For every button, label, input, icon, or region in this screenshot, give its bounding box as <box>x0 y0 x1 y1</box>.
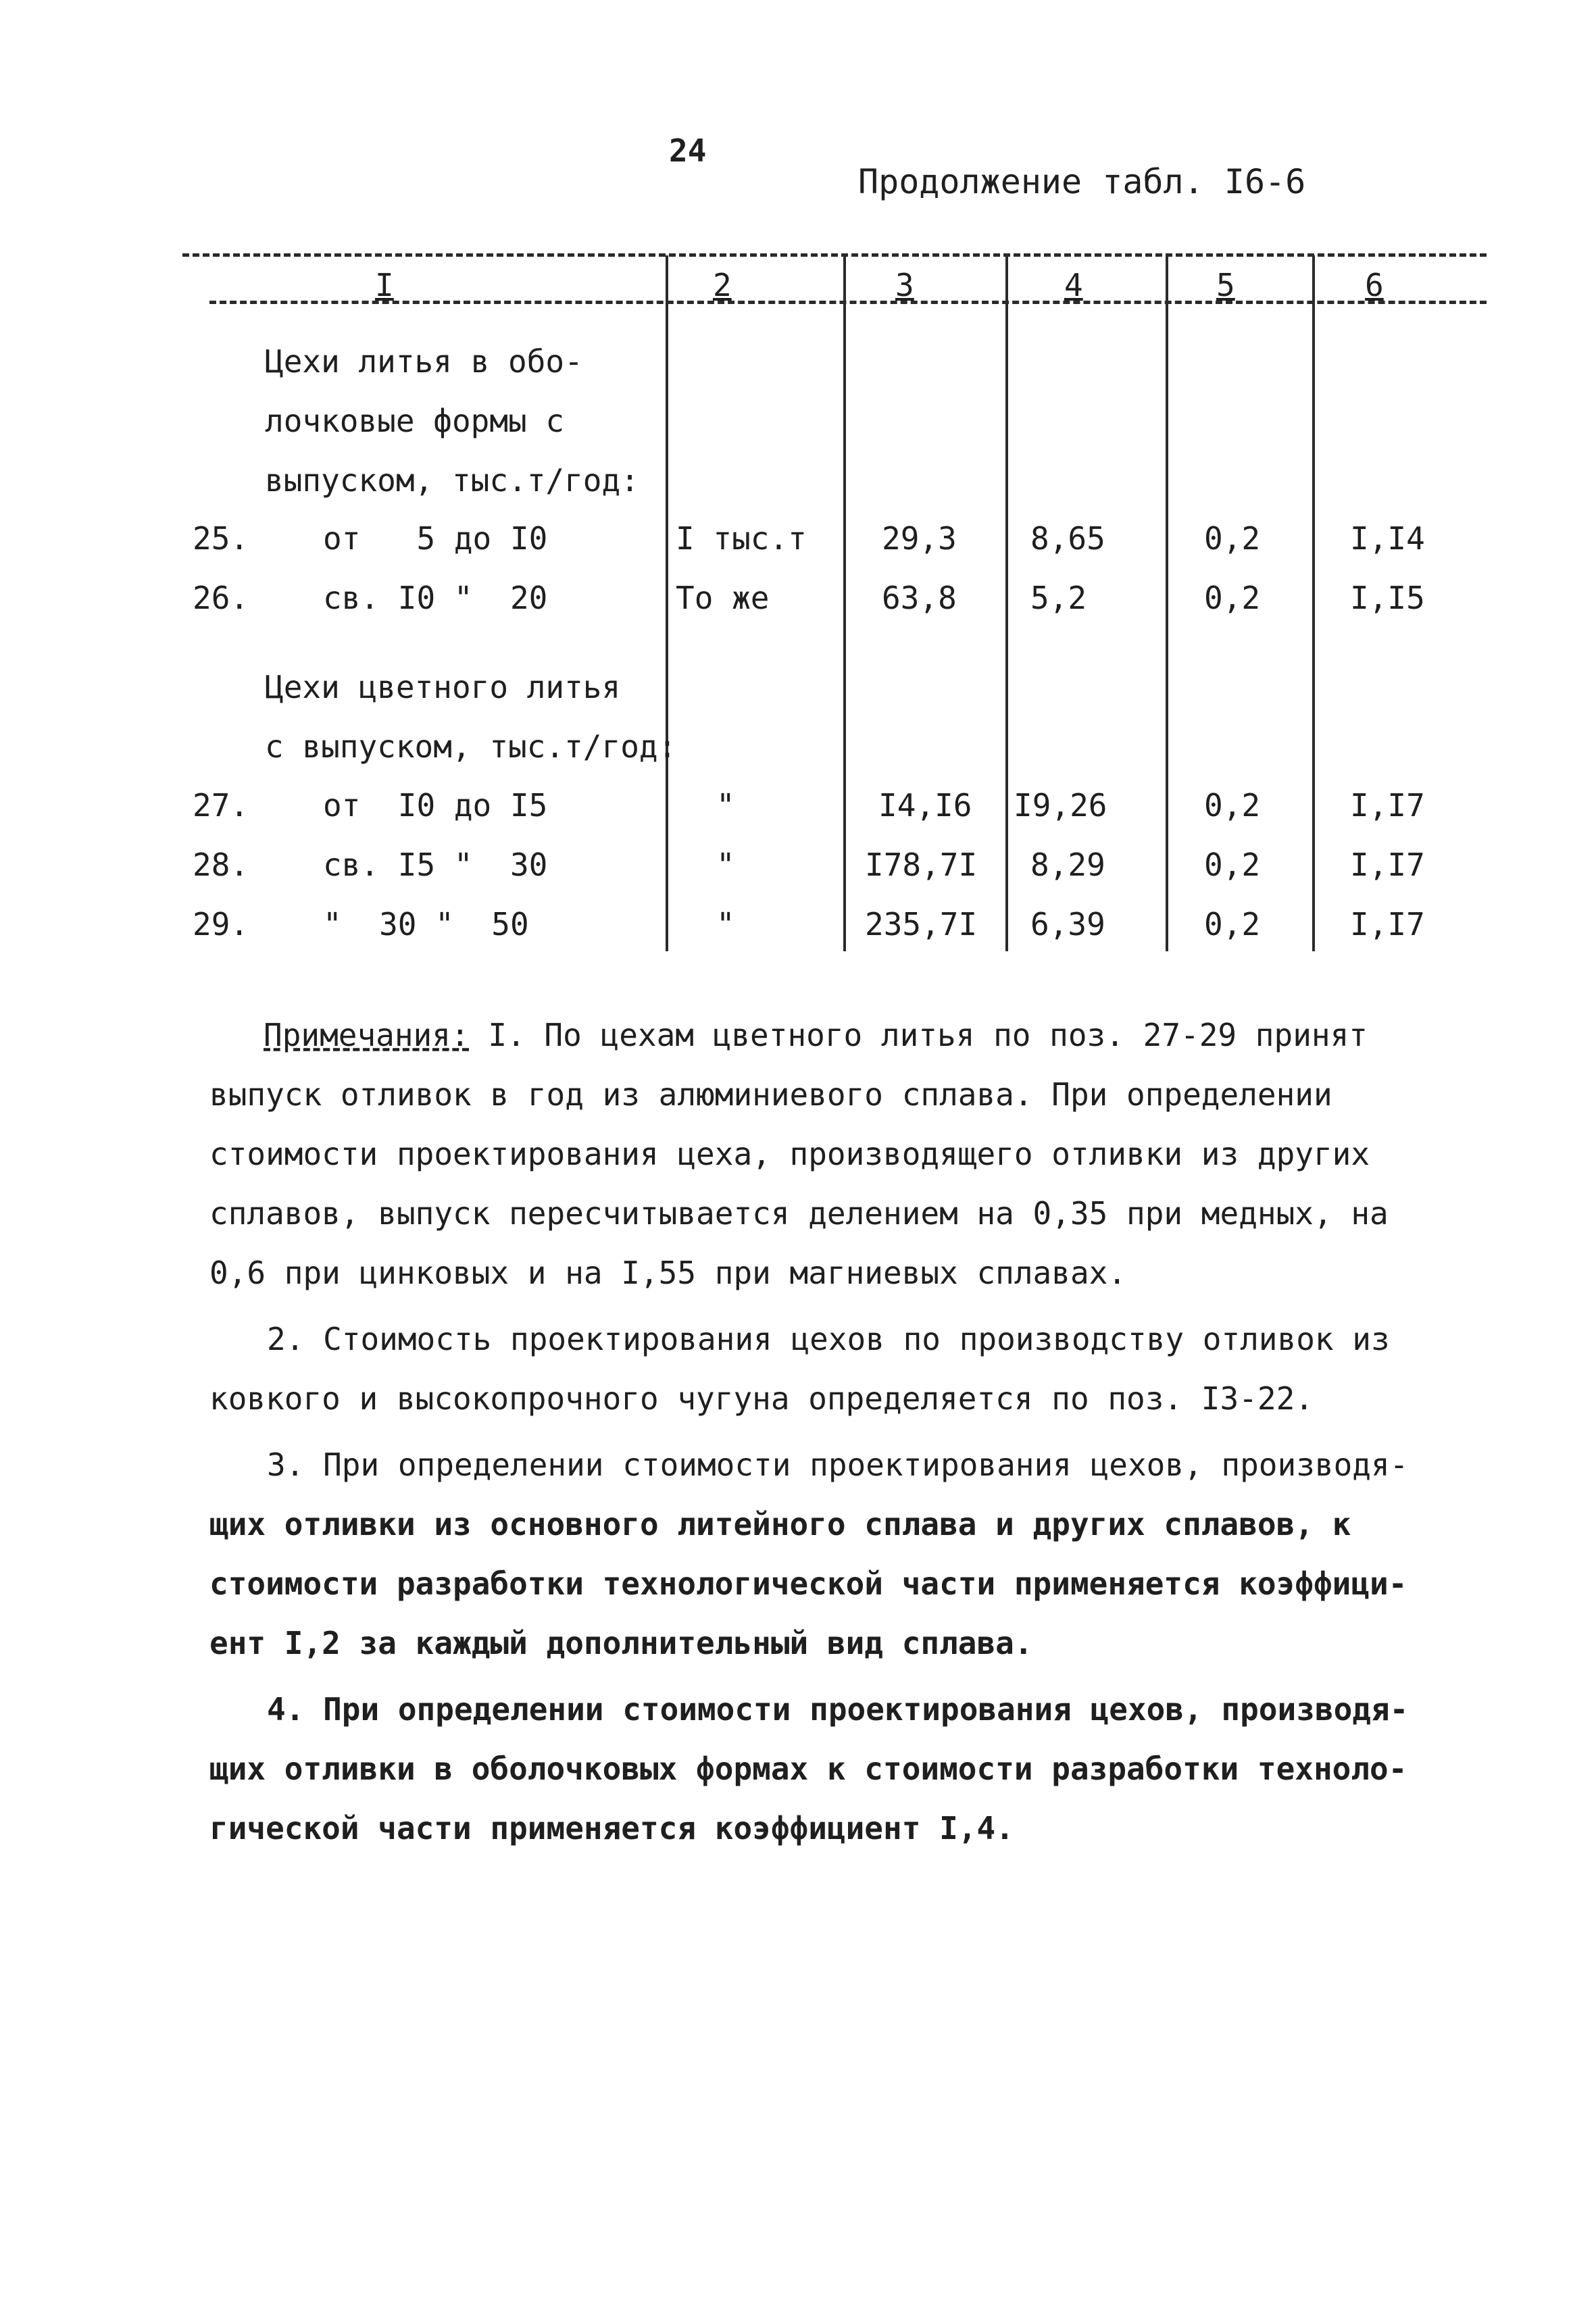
table-top-rule <box>182 253 1487 257</box>
group-title-line: выпуском, тыс.т/год: <box>265 462 639 499</box>
column-header: 4 <box>1064 267 1083 303</box>
column-header: 3 <box>895 267 914 303</box>
notes-line: ковкого и высокопрочного чугуна определяется по поз. I3-22. <box>209 1380 1314 1417</box>
page-number: 24 <box>669 132 707 169</box>
table-continuation-label: Продолжение табл. I6-6 <box>858 162 1306 201</box>
column-divider <box>1005 255 1008 951</box>
table-header-rule <box>209 301 1487 304</box>
notes-line: ент I,2 за каждый дополнительный вид сплава. <box>209 1625 1033 1661</box>
notes-line: 2. Стоимость проектирования цехов по производству отливок из <box>267 1321 1390 1357</box>
cell-col4: 8,29 <box>1030 847 1105 883</box>
group-title-line: Цехи литья в обо- <box>265 343 583 380</box>
notes-line: 3. При определении стоимости проектирования цехов, производя- <box>267 1447 1409 1483</box>
cell-col6: I,I4 <box>1350 520 1425 557</box>
row-name: от I0 до I5 <box>323 787 548 824</box>
notes-line: гической части применяется коэффициент I,4. <box>209 1810 1014 1846</box>
notes-line: стоимости разработки технологической части применяется коэффици- <box>209 1565 1407 1602</box>
cell-col5: 0,2 <box>1204 906 1261 942</box>
notes-line: выпуск отливок в год из алюминиевого сплава. При определении <box>209 1076 1332 1113</box>
row-name: св. I0 " 20 <box>323 580 548 616</box>
column-divider <box>843 255 846 951</box>
group-title-line: лочковые формы с <box>265 403 565 439</box>
row-name: от 5 до I0 <box>323 520 548 557</box>
cell-col5: 0,2 <box>1204 847 1261 883</box>
cell-col5: 0,2 <box>1204 580 1261 616</box>
notes-line: 4. При определении стоимости проектирования цехов, производя- <box>267 1691 1409 1728</box>
cell-col3: 29,3 <box>882 520 957 557</box>
cell-col3: 235,7I <box>865 906 978 942</box>
row-name: " 30 " 50 <box>323 906 529 942</box>
row-number: 27. <box>193 787 249 824</box>
column-header: 5 <box>1216 267 1235 303</box>
cell-col4: I9,26 <box>1014 787 1107 824</box>
cell-col3: 63,8 <box>882 580 957 616</box>
notes-line: стоимости проектирования цеха, производящего отливки из других <box>209 1136 1370 1172</box>
notes-line <box>264 1017 1368 1053</box>
column-divider <box>1312 255 1315 951</box>
notes-text: I. По цехам цветного литья по поз. 27-29 принят <box>469 1017 1368 1053</box>
column-divider <box>666 255 668 951</box>
group-title-line: Цехи цветного литья <box>265 669 621 705</box>
row-name: св. I5 " 30 <box>323 847 548 883</box>
row-number: 26. <box>193 580 249 616</box>
notes-label: Примечания: <box>264 1017 470 1053</box>
row-number: 29. <box>193 906 249 942</box>
cell-col4: 5,2 <box>1030 580 1087 616</box>
cell-col6: I,I7 <box>1350 787 1425 824</box>
cell-col5: 0,2 <box>1204 520 1261 557</box>
cell-unit: I тыс.т <box>676 520 807 557</box>
notes-line: щих отливки в оболочковых формах к стоимости разработки техноло- <box>209 1751 1407 1787</box>
cell-col6: I,I7 <box>1350 847 1425 883</box>
group-title-line: с выпуском, тыс.т/год: <box>265 728 677 765</box>
cell-unit: " <box>716 787 735 824</box>
column-header: I <box>375 267 394 303</box>
cell-unit: " <box>716 906 735 942</box>
cell-col4: 6,39 <box>1030 906 1105 942</box>
notes-line: сплавов, выпуск пересчитывается делением на 0,35 при медных, на <box>209 1195 1389 1232</box>
cell-col5: 0,2 <box>1204 787 1261 824</box>
cell-col6: I,I7 <box>1350 906 1425 942</box>
cell-col3: I4,I6 <box>878 787 972 824</box>
notes-line: 0,6 при цинковых и на I,55 при магниевых сплавах. <box>209 1255 1127 1291</box>
column-header: 2 <box>713 267 732 303</box>
row-number: 28. <box>193 847 249 883</box>
cell-col4: 8,65 <box>1030 520 1105 557</box>
column-divider <box>1166 255 1168 951</box>
notes-line: щих отливки из основного литейного сплава и других сплавов, к <box>209 1506 1351 1542</box>
cell-col3: I78,7I <box>865 847 978 883</box>
column-header: 6 <box>1365 267 1384 303</box>
row-number: 25. <box>193 520 249 557</box>
cell-col6: I,I5 <box>1350 580 1425 616</box>
cell-unit: " <box>716 847 735 883</box>
cell-unit: То же <box>676 580 770 616</box>
